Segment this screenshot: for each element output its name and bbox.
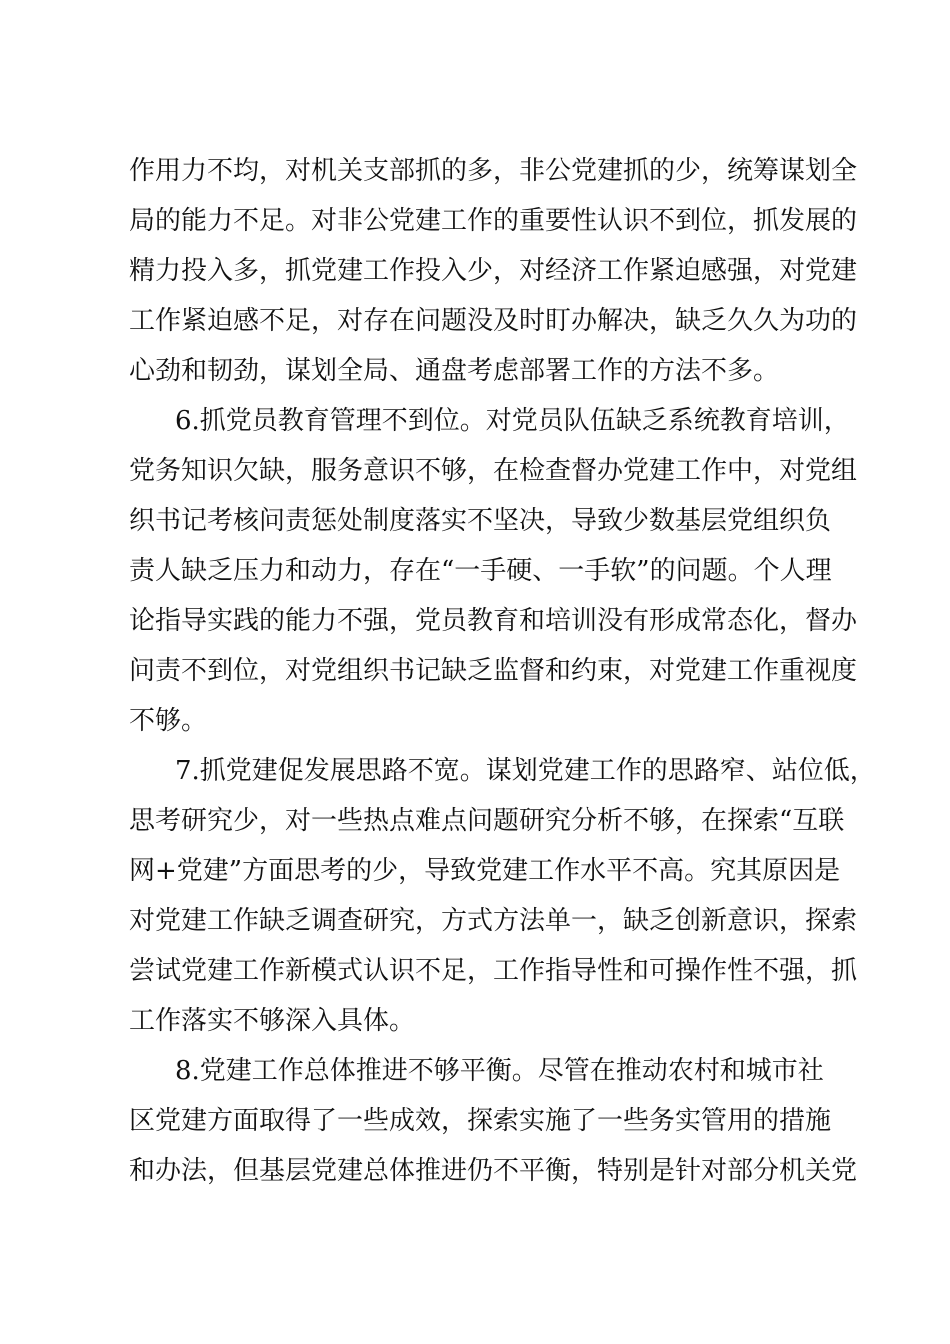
- text-line: 织书记考核问责惩处制度落实不坚决，导致少数基层党组织负: [129, 506, 832, 536]
- text-line: 8.党建工作总体推进不够平衡。尽管在推动农村和城市社: [175, 1056, 824, 1086]
- text-line: 问责不到位，对党组织书记缺乏监督和约束，对党建工作重视度: [129, 656, 858, 686]
- text-line: 思考研究少，对一些热点难点问题研究分析不够，在探索“互联: [129, 806, 845, 836]
- text-line: 作用力不均，对机关支部抓的多，非公党建抓的少，统筹谋划全: [129, 156, 858, 186]
- paragraph-item-7: [129, 746, 876, 1046]
- text-line: 责人缺乏压力和动力，存在“一手硬、一手软”的问题。个人理: [129, 556, 832, 586]
- text-line: 精力投入多，抓党建工作投入少，对经济工作紧迫感强，对党建: [129, 256, 858, 286]
- text-line: 对党建工作缺乏调查研究，方式方法单一，缺乏创新意识，探索: [129, 906, 858, 936]
- text-line: 尝试党建工作新模式认识不足，工作指导性和可操作性不强，抓: [129, 956, 858, 986]
- paragraph-continuation: [129, 146, 858, 396]
- document-body: [129, 146, 876, 1196]
- text-line: 工作紧迫感不足，对存在问题没及时盯办解决，缺乏久久为功的: [129, 306, 858, 336]
- text-line: 6.抓党员教育管理不到位。对党员队伍缺乏系统教育培训，: [175, 406, 850, 436]
- text-line: 论指导实践的能力不强，党员教育和培训没有形成常态化，督办: [129, 606, 858, 636]
- text-line: 党务知识欠缺，服务意识不够，在检查督办党建工作中，对党组: [129, 456, 858, 486]
- text-line: 网+党建”方面思考的少，导致党建工作水平不高。究其原因是: [129, 856, 841, 886]
- text-line: 局的能力不足。对非公党建工作的重要性认识不到位，抓发展的: [129, 206, 858, 236]
- text-line: 和办法，但基层党建总体推进仍不平衡，特别是针对部分机关党: [129, 1156, 858, 1186]
- text-line: 7.抓党建促发展思路不宽。谋划党建工作的思路窄、站位低，: [175, 756, 876, 786]
- paragraph-item-6: [129, 396, 858, 746]
- text-line: 区党建方面取得了一些成效，探索实施了一些务实管用的措施: [129, 1106, 832, 1136]
- text-line: 工作落实不够深入具体。: [129, 1006, 416, 1036]
- text-line: 心劲和韧劲，谋划全局、通盘考虑部署工作的方法不多。: [129, 356, 780, 386]
- paragraph-item-8: [129, 1046, 858, 1196]
- text-line: 不够。: [129, 706, 208, 736]
